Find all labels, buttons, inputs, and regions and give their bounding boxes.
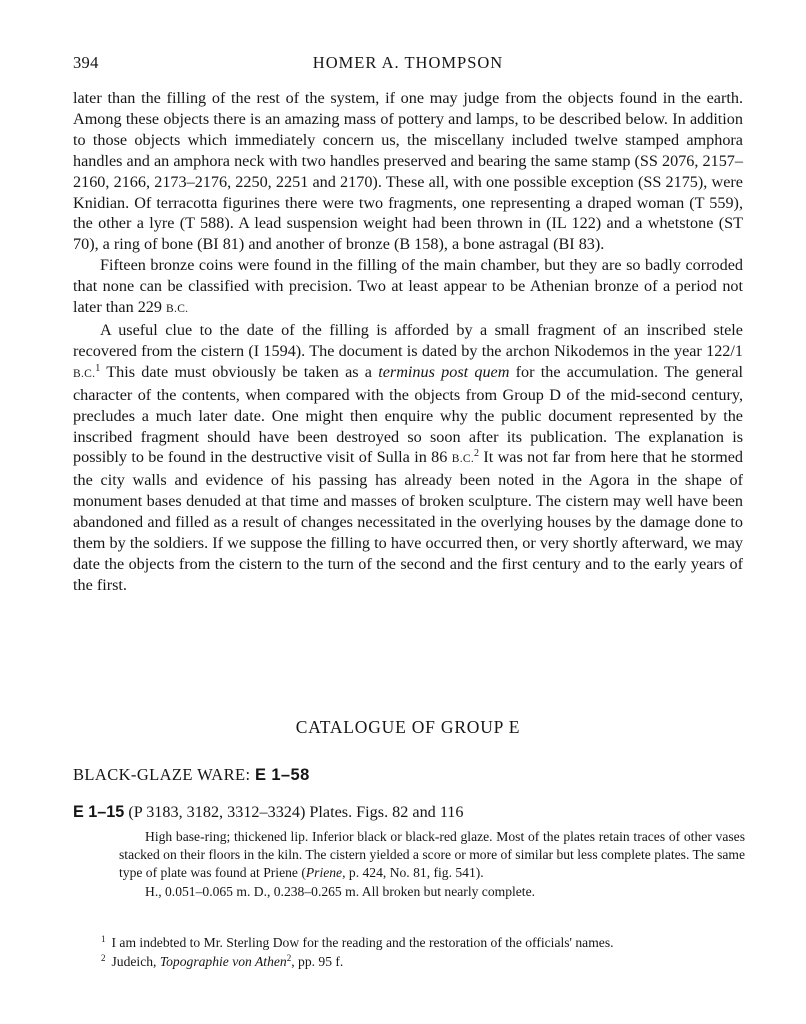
paragraph-3: A useful clue to the date of the filling is afforded by a small fragment of an inscribed stele recovered from the cistern (I 1594). The document is dated by the archon Nikodemos in the year 122/1 B.C.$^1$ This date must obviously be taken as a terminus post quem for the accumulation. The general character of the contents, when compared with the objects from Group D of the mid-second century, precludes a much later date. One might then enquire why the public document represented by the inscribed fragment should have been destroyed so soon after its publication. The explanation is possibly to be found in the destructive visit of Sulla in 86 B.C.$^2$ It was not far from here that he stormed the city walls and evidence of his passing has already been noted in the Agora in the shape of monument bases denuded at that time and masses of broken sculpture. The cistern may well have been abandoned and filled as a result of changes necessitated in the overlying houses by the damage done to them by the soldiers. If we suppose the filling to have occurred then, or very shortly afterward, we may date the objects from the cistern to the turn of the second and the first century and to the early years of the first. bbox=[73, 320, 744, 594]
catalogue-entry-description bbox=[119, 828, 745, 901]
page-header bbox=[73, 53, 743, 73]
body-text bbox=[73, 88, 743, 596]
footnotes bbox=[101, 934, 741, 971]
footnote-ref-2[interactable]: 2 bbox=[474, 448, 480, 460]
section-heading: BLACK-GLAZE WARE: E 1–58 bbox=[73, 765, 310, 784]
entry-description: High base-ring; thickened lip. Inferior black or black-red glaze. Most of the plates retain traces of other vases stacked on their floors in the kiln. The cistern yielded a score or more of similar but less complete plates. The same type of plate was found at Priene (Priene, p. 424, No. 81, fig. 541). bbox=[119, 829, 745, 880]
paragraph-1: later than the filling of the rest of the system, if one may judge from the objects found in the earth. Among these objects there is an amazing mass of pottery and lamps, to be described below. In addition to those objects which immediately concern us, the miscellany included twelve stamped amphora handles and an amphora neck with two handles preserved and bearing the same stamp (SS 2076, 2157–2160, 2166, 2173–2176, 2250, 2251 and 2170). These all, with one possible exception (SS 2175), were Knidian. Of terracotta figurines there were two fragments, one representing a draped woman (T 559), the other a lyre (T 588). A lead suspension weight had been thrown in (IL 122) and a whetstone (ST 70), a ring of bone (BI 81) and another of bronze (B 158), a bone astragal (BI 83). bbox=[73, 89, 743, 254]
catalogue-entry-heading: E 1–15 (P 3183, 3182, 3312–3324) Plates. Figs. 82 and 116 bbox=[73, 803, 464, 821]
era-abbrev: B.C. bbox=[166, 303, 189, 316]
catalogue-title: CATALOGUE OF GROUP E bbox=[295, 717, 521, 737]
era-abbrev: B.C. bbox=[451, 453, 475, 466]
entry-id: E 1–15 bbox=[73, 803, 125, 821]
footnote-ref-1[interactable]: 1 bbox=[95, 362, 101, 374]
era-abbrev: B.C. bbox=[73, 367, 96, 380]
page-number: 394 bbox=[73, 53, 99, 72]
latin-phrase: terminus post quem bbox=[378, 362, 510, 381]
footnote-2: $^2$ Judeich, Topographie von Athen$^2$, pp. 95 f. bbox=[101, 952, 344, 969]
running-title: HOMER A. THOMPSON bbox=[312, 53, 504, 72]
footnote-1: $^1$ I am indebted to Mr. Sterling Dow for the reading and the restoration of the officials' names. bbox=[101, 934, 614, 950]
entry-dimensions: H., 0.051–0.065 m. D., 0.238–0.265 m. All broken but nearly complete. bbox=[145, 884, 536, 900]
paragraph-2: Fifteen bronze coins were found in the filling of the main chamber, but they are so badly corroded that none can be classified with precision. Two at least appear to be Athenian bronze of a period not later than 229 B.C. bbox=[73, 256, 743, 317]
section-range: E 1–58 bbox=[254, 766, 310, 784]
